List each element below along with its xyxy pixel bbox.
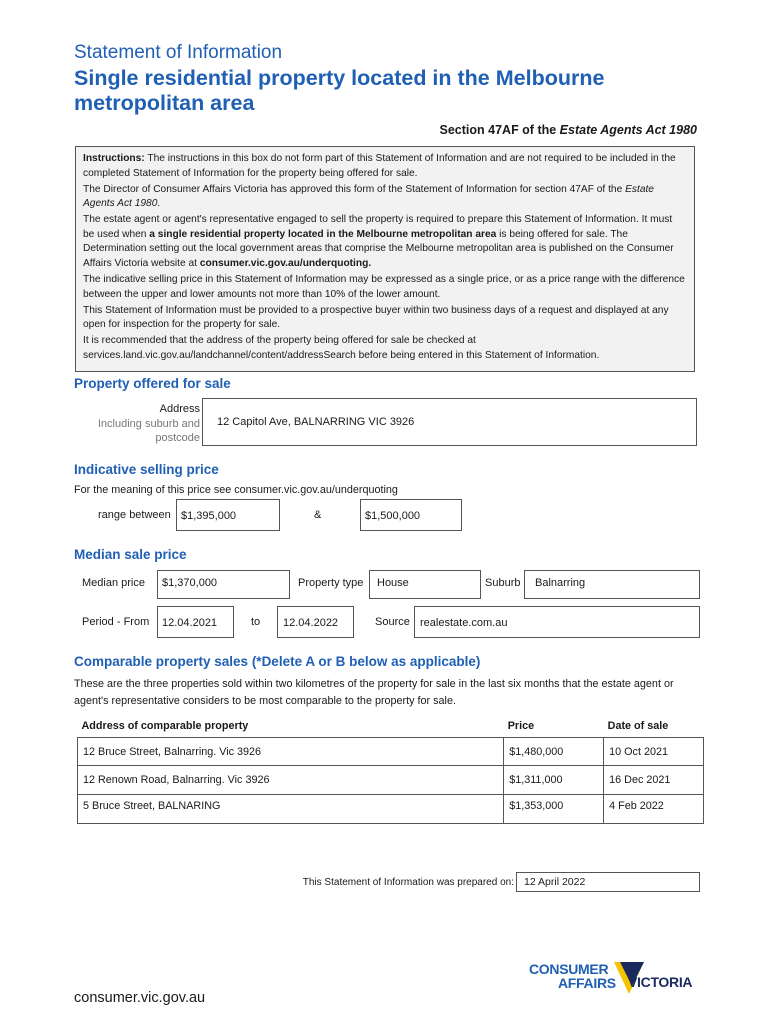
logo-line-victoria: VICTORIA: [628, 974, 693, 990]
comparable-heading: Comparable property sales (*Delete A or B below as applicable): [74, 654, 481, 669]
table-row: [78, 766, 704, 795]
period-to-label: to: [251, 616, 261, 628]
comparable-intro: These are the three properties sold within two kilometres of the property for sale in the last six months that the estate agent or agent's representative considers to be most comparable to the property for sale.: [74, 678, 674, 707]
indicative-note: For the meaning of this price see consumer.vic.gov.au/underquoting: [74, 484, 398, 496]
consumer-affairs-victoria-logo: [528, 960, 703, 1004]
period-to-field[interactable]: 12.04.2022: [277, 606, 354, 638]
property-type-field[interactable]: House: [369, 570, 481, 599]
prepared-on-field[interactable]: 12 April 2022: [516, 872, 700, 892]
comparable-header-row: [78, 715, 704, 738]
table-row: [78, 795, 704, 824]
upper-price-field[interactable]: $1,500,000: [360, 499, 462, 531]
logo-line-affairs: AFFAIRS: [558, 975, 616, 991]
median-heading: Median sale price: [74, 547, 187, 562]
median-price-field[interactable]: $1,370,000: [157, 570, 290, 599]
lower-price-field[interactable]: $1,395,000: [176, 499, 280, 531]
comparable-address[interactable]: 12 Bruce Street, Balnarring. Vic 3926: [78, 738, 504, 766]
period-from-field[interactable]: 12.04.2021: [157, 606, 234, 638]
col-date-header: Date of sale: [607, 720, 669, 732]
col-price-header: Price: [507, 720, 535, 732]
comparable-date[interactable]: 4 Feb 2022: [604, 795, 704, 824]
comparable-address[interactable]: 12 Renown Road, Balnarring. Vic 3926: [78, 766, 504, 795]
source-field[interactable]: realestate.com.au: [414, 606, 700, 638]
period-from-label: Period - From: [82, 616, 150, 628]
col-address-header: Address of comparable property: [81, 720, 249, 732]
comparable-address[interactable]: 5 Bruce Street, BALNARING: [78, 795, 504, 824]
address-label: Address Including suburb and postcode: [97, 403, 200, 444]
comparable-price[interactable]: $1,480,000: [504, 738, 604, 766]
prepared-on-label: This Statement of Information was prepared on:: [302, 877, 514, 888]
comparable-price[interactable]: $1,311,000: [504, 766, 604, 795]
form-subtitle: Statement of Information: [74, 42, 283, 63]
form-title: Single residential property located in the Melbourne metropolitan area: [74, 66, 605, 115]
footer-url: consumer.vic.gov.au: [74, 990, 206, 1006]
source-label: Source: [375, 616, 410, 628]
table-row: [78, 738, 704, 766]
comparable-date[interactable]: 10 Oct 2021: [604, 738, 704, 766]
median-price-label: Median price: [82, 577, 145, 589]
section-reference: Section 47AF of the Estate Agents Act 1980: [439, 123, 697, 137]
indicative-heading: Indicative selling price: [74, 462, 219, 477]
suburb-field[interactable]: Balnarring: [524, 570, 700, 599]
instructions-box: Instructions: The instructions in this box do not form part of this Statement of Information and are not required to be included in the completed Statement of Information for the property being offered for sale. The Director of Consumer Affairs Victoria has approved this form of the Statement of Information for section 47AF of the Estate Agents Act 1980. The estate agent or agent's representative engaged to sell the property is required to prepare this Statement of Information. It must be used when a single residential property located in the Melbourne metropolitan area is being offered for sale. The Determination setting out the local government areas that comprise the Melbourne metropolitan area is published on the Consumer Affairs Victoria website at consumer.vic.gov.au/underquoting. The indicative selling price in this Statement of Information may be expressed as a single price, or as a price range with the difference between the upper and lower amounts not more than 10% of the lower amount. This Statement of Information must be provided to a prospective buyer within two business days of a request and displayed at any open for inspection for the property for sale. It is recommended that the address of the property being offered for sale be checked at services.land.vic.gov.au/landchannel/content/addressSearch before being entered in this Statement of Information.: [75, 146, 695, 372]
suburb-label: Suburb: [485, 577, 521, 589]
comparable-date[interactable]: 16 Dec 2021: [604, 766, 704, 795]
property-type-label: Property type: [298, 577, 364, 589]
logo-line-consumer: CONSUMER: [529, 961, 609, 977]
property-heading: Property offered for sale: [74, 376, 231, 391]
range-ampersand: &: [314, 509, 322, 521]
comparable-table: [77, 715, 704, 824]
address-field[interactable]: 12 Capitol Ave, BALNARRING VIC 3926: [202, 398, 697, 446]
comparable-price[interactable]: $1,353,000: [504, 795, 604, 824]
range-label: range between: [98, 509, 171, 521]
